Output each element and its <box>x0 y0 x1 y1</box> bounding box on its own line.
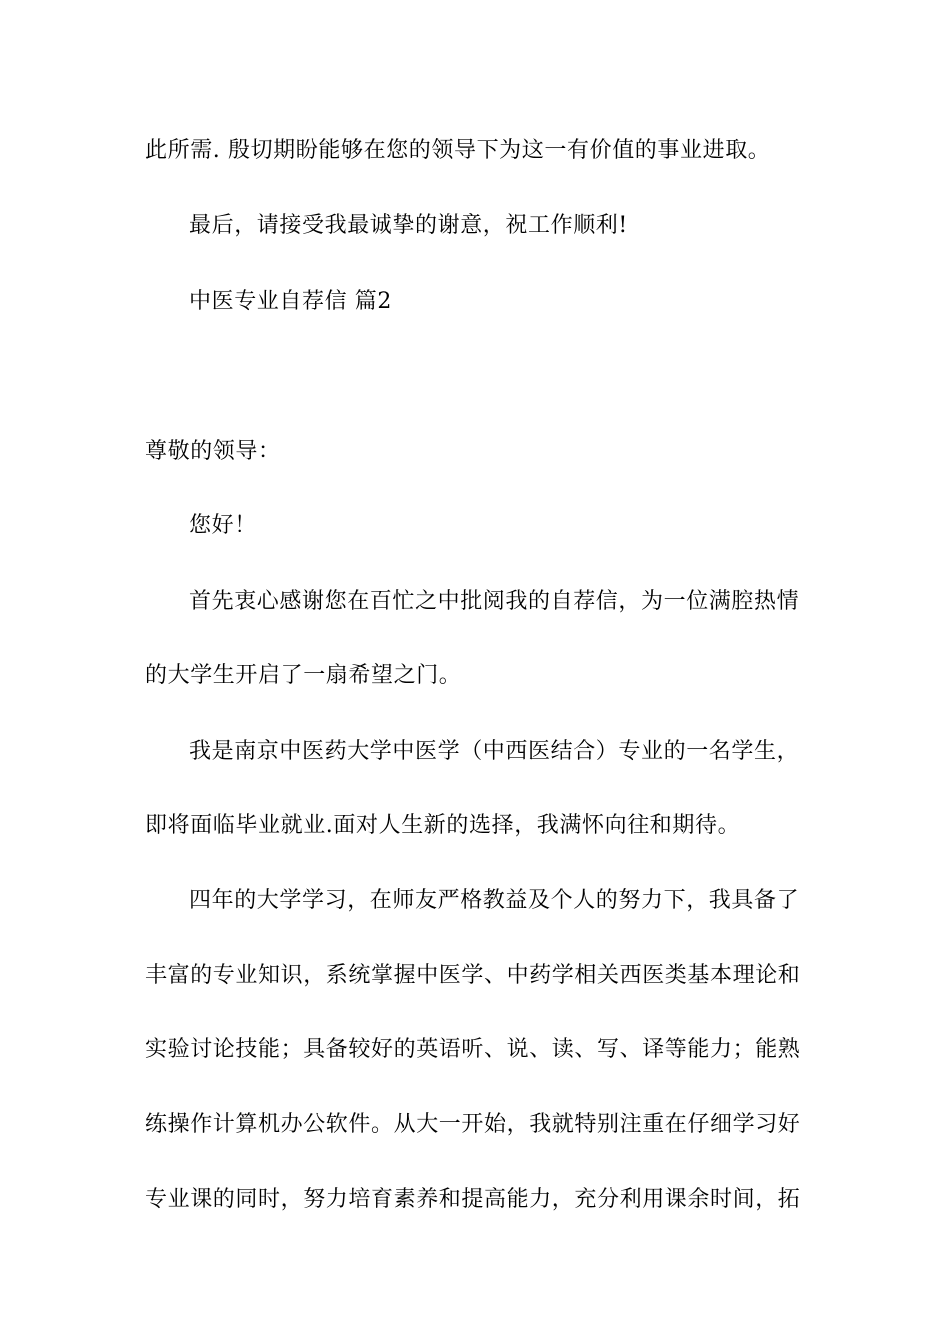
paragraph-line: 的大学生开启了一扇希望之门。 <box>145 663 462 688</box>
salutation: 尊敬的领导： <box>145 439 281 464</box>
paragraph-line: 专业课的同时，努力培育素养和提高能力，充分利用课余时间，拓 <box>145 1187 801 1212</box>
paragraph-line: 我是南京中医药大学中医学（中西医结合）专业的一名学生， <box>189 739 800 764</box>
paragraph-line-closing-continuation: 此所需. 殷切期盼能够在您的领导下为这一有价值的事业进取。 <box>145 138 771 163</box>
paragraph-line: 练操作计算机办公软件。从大一开始，我就特别注重在仔细学习好 <box>145 1112 801 1137</box>
paragraph-line: 丰富的专业知识，系统掌握中医学、中药学相关西医类基本理论和 <box>145 963 801 988</box>
paragraph-line: 四年的大学学习，在师友严格教益及个人的努力下，我具备了 <box>189 888 800 913</box>
paragraph-line: 即将面临毕业就业.面对人生新的选择，我满怀向往和期待。 <box>145 813 741 838</box>
greeting: 您好！ <box>189 513 257 538</box>
paragraph-line: 首先衷心感谢您在百忙之中批阅我的自荐信，为一位满腔热情 <box>189 589 800 614</box>
section-heading: 中医专业自荐信 篇2 <box>189 289 392 314</box>
paragraph-line: 实验讨论技能；具备较好的英语听、说、读、写、译等能力；能熟 <box>145 1037 801 1062</box>
paragraph-line-thanks: 最后，请接受我最诚挚的谢意，祝工作顺利! <box>189 213 628 238</box>
